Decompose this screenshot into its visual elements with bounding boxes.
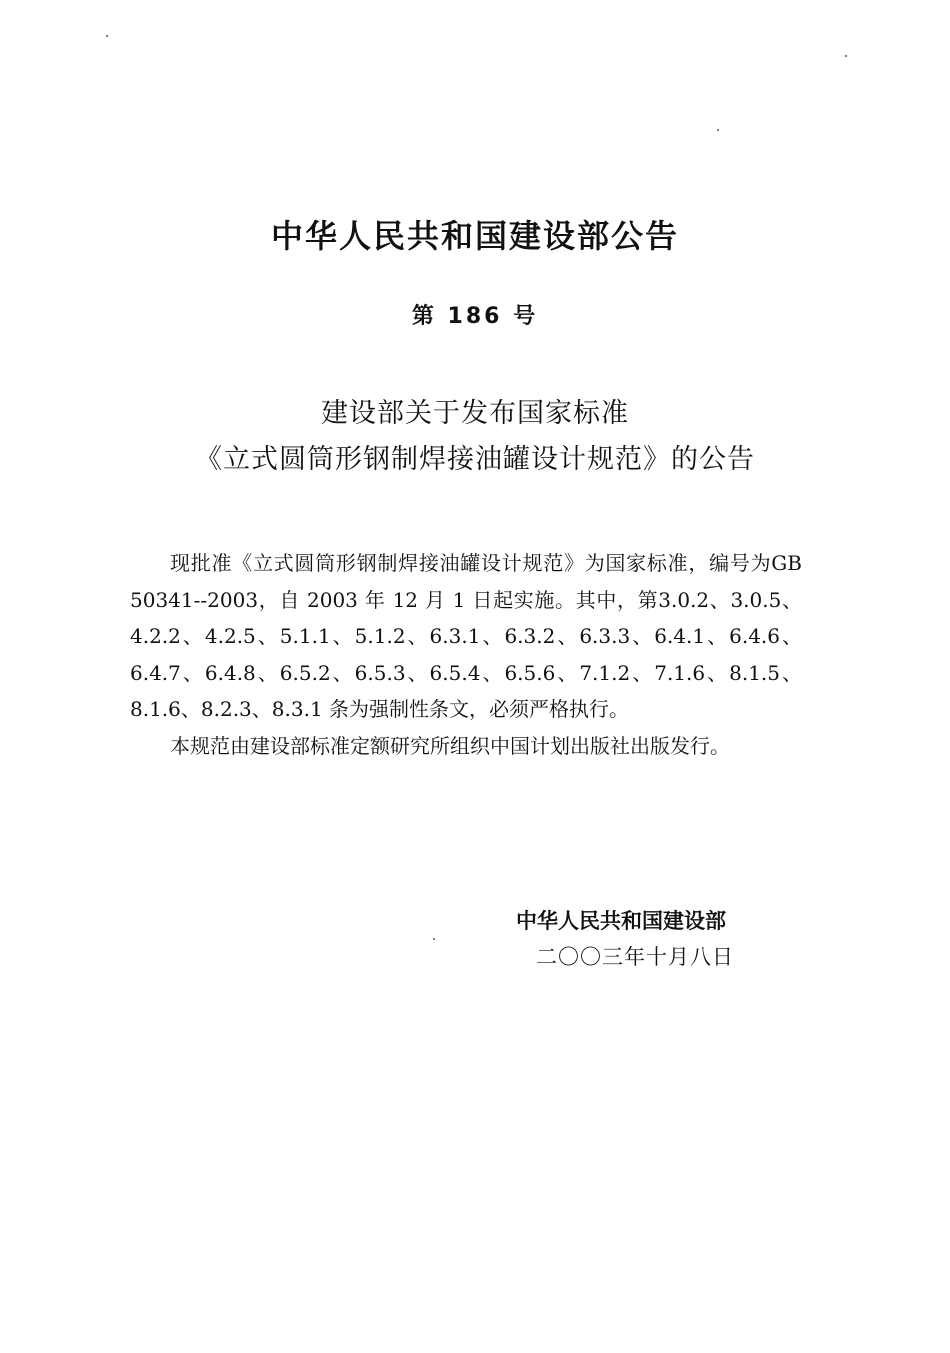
body-paragraph-2: 本规范由建设部标准定额研究所组织中国计划出版社出版发行。 xyxy=(170,733,730,758)
signature-organization: 中华人民共和国建设部 xyxy=(516,909,726,933)
subtitle-line-1: 建设部关于发布国家标准 xyxy=(321,398,629,429)
announcement-number: 第 186 号 xyxy=(411,304,539,329)
announcement-subtitle xyxy=(0,391,950,483)
announcement-body xyxy=(130,545,802,764)
signature-date: 二〇〇三年十月八日 xyxy=(536,945,734,969)
announcement-heading: 中华人民共和国建设部公告 xyxy=(270,217,679,255)
subtitle-line-2: 《立式圆筒形钢制焊接油罐设计规范》的公告 xyxy=(195,444,755,475)
scan-speck xyxy=(433,938,435,940)
body-paragraph-1: 现批准《立式圆筒形钢制焊接油罐设计规范》为国家标准，编号为GB 50341--2003，自 2003 年 12 月 1 日起实施。其中，第3.0.2、3.0.5、4.2.2、4.2.5、5.1.1、5.1.2、6.3.1、6.3.2、6.3.3、6.4.1、6.4.6、6.4.7、6.4.8、6.5.2、6.5.3、6.5.4、6.5.6、7.1.2、7.1.6、8.1.5、8.1.6、8.2.3、8.3.1 条为强制性条文，必须严格执行。 xyxy=(130,551,802,721)
scan-speck xyxy=(717,129,719,131)
scan-speck xyxy=(106,35,108,37)
scan-speck xyxy=(845,55,847,57)
